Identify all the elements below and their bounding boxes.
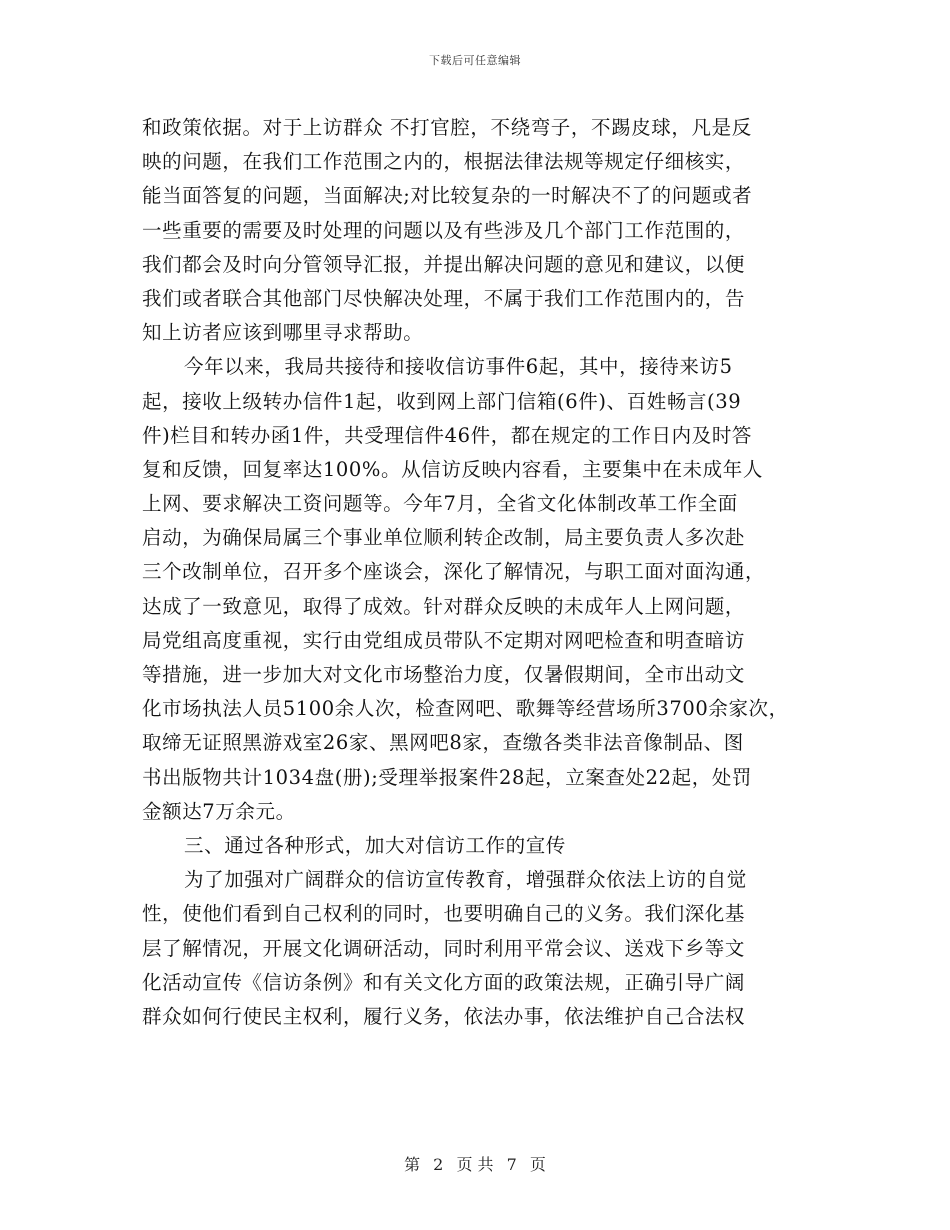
paragraph-line: 件)栏目和转办函1件，共受理信件46件，都在规定的工作日内及时答 [142, 423, 753, 447]
paragraph-line: 群众如何行使民主权利，履行义务，依法办事，依法维护自己合法权 [142, 1004, 746, 1028]
paragraph-line: 今年以来，我局共接待和接收信访事件6起，其中，接待来访5 [184, 355, 733, 379]
paragraph-line: 三个改制单位，召开多个座谈会，深化了解情况，与职工面对面沟通， [142, 560, 766, 584]
paragraph-line: 等措施，进一步加大对文化市场整治力度，仅暑假期间，全市出动文 [142, 663, 746, 686]
paragraph-line: 金额达7万余元。 [142, 799, 296, 823]
paragraph-line: 达成了一致意见，取得了成效。针对群众反映的未成年人上网问题， [142, 594, 746, 618]
page-footer [0, 1152, 950, 1175]
paragraph-line: 上网、要求解决工资问题等。今年7月，全省文化体制改革工作全面 [142, 492, 738, 516]
footer-suffix: 页 [529, 1155, 546, 1174]
paragraph-line: 启动，为确保局属三个事业单位顺利转企改制，局主要负责人多次赴 [142, 526, 746, 550]
paragraph-line: 一些重要的需要及时处理的问题以及有些涉及几个部门工作范围的， [142, 218, 746, 242]
current-page-number: 2 [433, 1155, 444, 1174]
page-header: 下载后可任意编辑 [429, 54, 521, 67]
paragraph-line: 取缔无证照黑游戏室26家、黑网吧8家，查缴各类非法音像制品、图 [142, 731, 744, 755]
paragraph-line: 起，接收上级转办信件1起，收到网上部门信箱(6件)、百姓畅言(39 [142, 389, 742, 413]
paragraph-line: 能当面答复的问题，当面解决;对比较复杂的一时解决不了的问题或者 [142, 184, 753, 208]
paragraph-line: 化市场执法人员5100余人次，检查网吧、歌舞等经营场所3700余家次， [142, 697, 789, 721]
paragraph-line: 复和反馈，回复率达100%。从信访反映内容看，主要集中在未成年人 [142, 457, 763, 481]
document-body [142, 111, 822, 1034]
paragraph-line: 化活动宣传《信访条例》和有关文化方面的政策法规，正确引导广阔 [142, 970, 746, 994]
paragraph-line: 为了加强对广阔群众的信访宣传教育，增强群众依法上访的自觉 [184, 868, 747, 892]
paragraph-line: 层了解情况，开展文化调研活动，同时利用平常会议、送戏下乡等文 [142, 936, 746, 960]
footer-middle: 页 共 [456, 1155, 494, 1174]
paragraph-line: 我们都会及时向分管领导汇报，并提出解决问题的意见和建议，以便 [142, 252, 746, 276]
paragraph-line: 和政策依据。对于上访群众 不打官腔，不绕弯子，不踢皮球，凡是反 [142, 116, 752, 139]
section-heading: 三、通过各种形式，加大对信访工作的宣传 [184, 833, 566, 857]
paragraph-line: 我们或者联合其他部门尽快解决处理，不属于我们工作范围内的，告 [142, 286, 746, 310]
paragraph-line: 局党组高度重视，实行由党组成员带队不定期对网吧检查和明查暗访 [142, 628, 746, 652]
total-page-number: 7 [506, 1155, 517, 1174]
footer-prefix: 第 [404, 1155, 421, 1174]
paragraph-line: 性，使他们看到自己权利的同时，也要明确自己的义务。我们深化基 [142, 902, 746, 926]
paragraph-line: 映的问题，在我们工作范围之内的，根据法律法规等规定仔细核实， [142, 150, 746, 174]
paragraph-line: 书出版物共计1034盘(册);受理举报案件28起，立案查处22起，处罚 [142, 765, 753, 789]
paragraph-line: 知上访者应该到哪里寻求帮助。 [142, 321, 424, 345]
